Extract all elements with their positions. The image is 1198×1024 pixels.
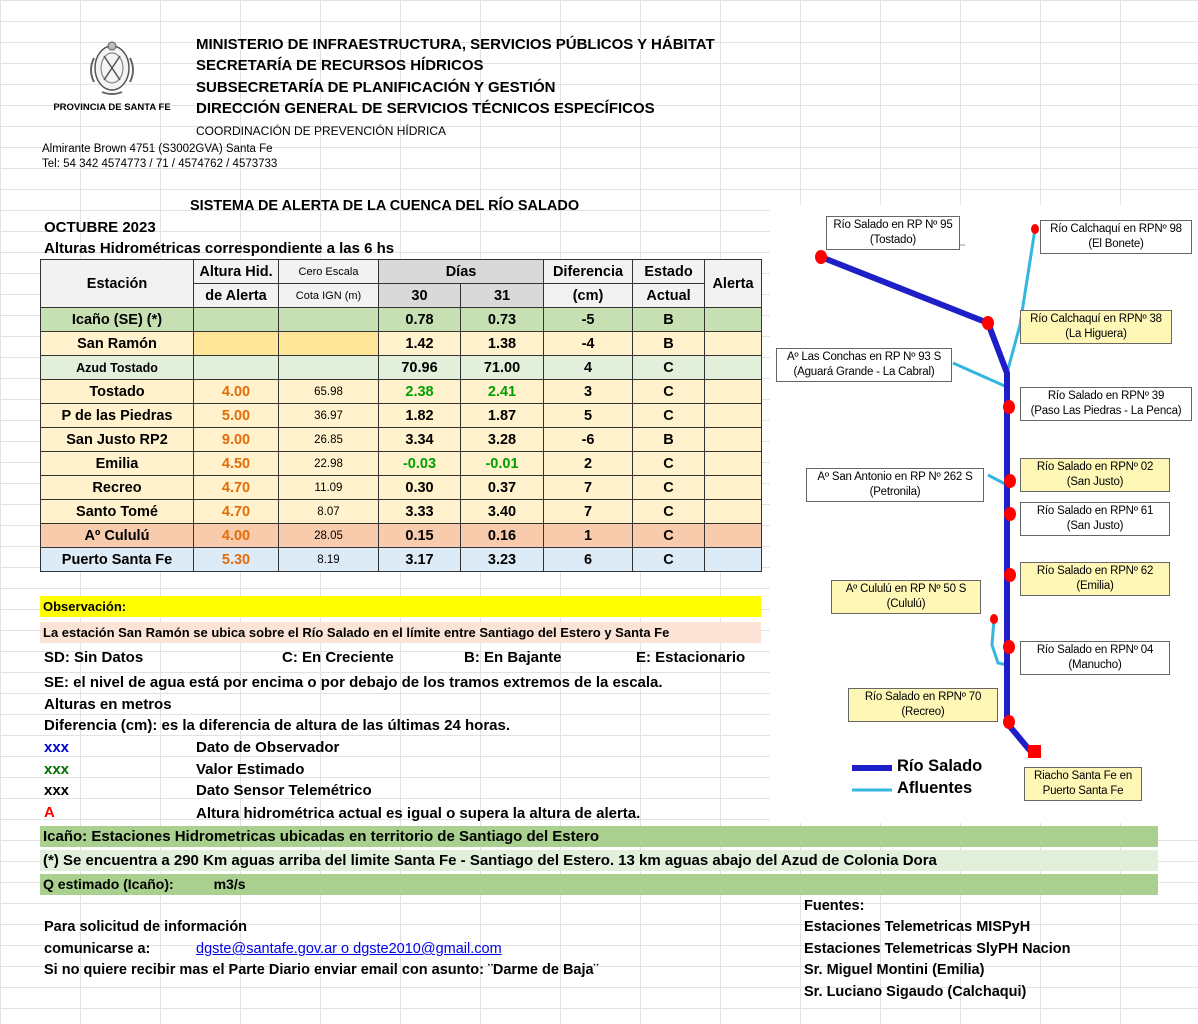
map-label-emilia <box>1020 562 1170 596</box>
tributary-line <box>1007 229 1035 373</box>
coordination-title: COORDINACIÓN DE PREVENCIÓN HÍDRICA <box>196 123 447 138</box>
station-cell: Azud Tostado <box>41 356 194 380</box>
q-estimated-label: Q estimado (Icaño): <box>43 876 174 892</box>
station-cell: Emilia <box>41 452 194 476</box>
station-point <box>1028 745 1041 758</box>
contact-line-3: Si no quiere recibir mas el Parte Diario enviar email con asunto: ¨Darme de Baja¨ <box>44 962 599 978</box>
state-cell: B <box>633 332 705 356</box>
station-cell: Recreo <box>41 476 194 500</box>
q-estimated-row <box>40 874 1158 895</box>
day-31-cell: 0.16 <box>461 524 544 548</box>
alert-height-cell: 4.70 <box>194 476 279 500</box>
map-label-line: Aº San Antonio en RP Nº 262 S <box>817 471 973 483</box>
alarm-cell <box>705 332 762 356</box>
address-line: Almirante Brown 4751 (S3002GVA) Santa Fe <box>42 143 273 155</box>
report-month: OCTUBRE 2023 <box>44 219 156 236</box>
station-point <box>990 614 998 624</box>
table-row <box>41 452 762 476</box>
legend-observer-code: xxx <box>44 739 70 756</box>
map-label-line: Riacho Santa Fe en <box>1033 770 1133 782</box>
difference-cell: 3 <box>544 380 633 404</box>
map-label-line: (San Justo) <box>1066 476 1124 488</box>
header-zero-1: Cero Escala <box>279 260 379 284</box>
source-item: Estaciones Telemetricas MISPyH <box>804 919 1031 935</box>
map-label-line: Río Salado en RPNº 62 <box>1036 565 1154 577</box>
day-30-cell: 3.34 <box>379 428 461 452</box>
contact-line-2-label: comunicarse a: <box>44 941 151 957</box>
sources-title: Fuentes: <box>804 898 865 914</box>
day-30-cell: 0.78 <box>379 308 461 332</box>
map-label-el-bonete <box>1040 220 1192 254</box>
map-label-la-higuera <box>1020 310 1172 344</box>
legend-telemetric-code: xxx <box>44 782 70 799</box>
santa-fe-seal-icon <box>84 36 140 98</box>
state-cell: B <box>633 428 705 452</box>
day-30-cell: 1.42 <box>379 332 461 356</box>
map-label-line: Aº Las Conchas en RP Nº 93 S <box>786 351 942 363</box>
zero-level-cell: 8.19 <box>279 548 379 572</box>
day-30-cell: 3.33 <box>379 500 461 524</box>
map-label-line: Río Calchaquí en RPNº 38 <box>1030 313 1162 325</box>
alert-height-cell: 4.00 <box>194 380 279 404</box>
day-30-cell: 3.17 <box>379 548 461 572</box>
map-label-las-conchas <box>776 348 952 382</box>
station-point <box>1003 400 1015 414</box>
map-label-line: (Aguará Grande - La Cabral) <box>793 366 935 378</box>
state-cell: C <box>633 500 705 524</box>
state-cell: C <box>633 452 705 476</box>
alarm-cell <box>705 548 762 572</box>
difference-cell: 6 <box>544 548 633 572</box>
map-label-line: Río Salado en RP Nº 95 <box>833 219 953 231</box>
table-row <box>41 500 762 524</box>
map-label-line: (El Bonete) <box>1088 238 1144 250</box>
day-30-cell: 0.15 <box>379 524 461 548</box>
phone-line: Tel: 54 342 4574773 / 71 / 4574762 / 4573733 <box>42 158 278 170</box>
station-point <box>1004 507 1016 521</box>
legend-estimated-code: xxx <box>44 761 70 778</box>
subsecretariat-title: SUBSECRETARÍA DE PLANIFICACIÓN Y GESTIÓN <box>196 78 556 96</box>
map-label-tostado <box>826 216 960 250</box>
map-label-line: (Tostado) <box>869 234 917 246</box>
day-31-cell: 3.23 <box>461 548 544 572</box>
zero-level-cell: 28.05 <box>279 524 379 548</box>
alert-height-cell: 9.00 <box>194 428 279 452</box>
alert-height-cell: 4.00 <box>194 524 279 548</box>
header-alert-height-1: Altura Hid. <box>194 260 279 284</box>
alert-height-cell <box>194 308 279 332</box>
state-cell: C <box>633 356 705 380</box>
difference-cell: 2 <box>544 452 633 476</box>
source-item: Sr. Luciano Sigaudo (Calchaqui) <box>804 984 1027 1000</box>
day-30-cell: -0.03 <box>379 452 461 476</box>
station-cell: Tostado <box>41 380 194 404</box>
hydrometric-table <box>40 259 762 572</box>
secretariat-title: SECRETARÍA DE RECURSOS HÍDRICOS <box>196 57 484 75</box>
legend-telemetric-desc: Dato Sensor Telemétrico <box>196 782 372 799</box>
observation-text: La estación San Ramón se ubica sobre el Río Salado en el límite entre Santiago del Estero y Santa Fe <box>40 622 761 643</box>
map-label-recreo <box>848 688 998 722</box>
state-cell: C <box>633 524 705 548</box>
table-row <box>41 404 762 428</box>
map-label-cululu <box>831 580 981 614</box>
alert-height-cell <box>194 332 279 356</box>
legend-alert-code: A <box>44 804 55 821</box>
alarm-cell <box>705 308 762 332</box>
alarm-cell <box>705 452 762 476</box>
alert-height-cell: 4.70 <box>194 500 279 524</box>
header-diff-1: Diferencia <box>544 260 633 284</box>
system-title: SISTEMA DE ALERTA DE LA CUENCA DEL RÍO SALADO <box>190 198 580 214</box>
zero-level-cell: 11.09 <box>279 476 379 500</box>
table-row <box>41 356 762 380</box>
header-alert-height-2: de Alerta <box>194 284 279 308</box>
station-cell: Puerto Santa Fe <box>41 548 194 572</box>
note-se: SE: el nivel de agua está por encima o por debajo de los tramos extremos de la escala. <box>44 674 663 691</box>
legend-sd: SD: Sin Datos <box>44 649 144 666</box>
legend-main-label: Río Salado <box>897 757 983 775</box>
map-label-line: (Manucho) <box>1068 659 1122 671</box>
difference-cell: 7 <box>544 500 633 524</box>
map-label-line: (La Higuera) <box>1065 328 1127 340</box>
zero-level-cell: 26.85 <box>279 428 379 452</box>
map-label-line: (Paso Las Piedras - La Penca) <box>1030 405 1182 417</box>
table-row <box>41 380 762 404</box>
day-31-cell: 3.28 <box>461 428 544 452</box>
alarm-cell <box>705 356 762 380</box>
report-subtitle: Alturas Hidrométricas correspondiente a las 6 hs <box>44 240 395 257</box>
header-alert: Alerta <box>705 260 762 308</box>
day-31-cell: 0.73 <box>461 308 544 332</box>
day-31-cell: 1.87 <box>461 404 544 428</box>
legend-b: B: En Bajante <box>464 649 562 666</box>
map-label-line: Río Salado en RPNº 02 <box>1036 461 1154 473</box>
source-item: Estaciones Telemetricas SlyPH Nacion <box>804 941 1071 957</box>
zero-level-cell: 65.98 <box>279 380 379 404</box>
legend-trib-label: Afluentes <box>897 779 973 797</box>
day-31-cell: 3.40 <box>461 500 544 524</box>
table-row <box>41 308 762 332</box>
header-day-31: 31 <box>461 284 544 308</box>
station-cell: Aº Cululú <box>41 524 194 548</box>
header-station: Estación <box>41 260 194 308</box>
source-item: Sr. Miguel Montini (Emilia) <box>804 962 985 978</box>
table-row <box>41 428 762 452</box>
difference-cell: 5 <box>544 404 633 428</box>
note-diferencia: Diferencia (cm): es la diferencia de altura de las últimas 24 horas. <box>44 717 511 734</box>
table-row <box>41 332 762 356</box>
main-river-line <box>821 257 1032 753</box>
alarm-cell <box>705 476 762 500</box>
map-label-line: Río Calchaquí en RPNº 98 <box>1050 223 1182 235</box>
map-label-line: (Cululú) <box>886 598 926 610</box>
map-label-puerto-santa-fe <box>1024 767 1142 801</box>
table-row <box>41 476 762 500</box>
state-cell: C <box>633 404 705 428</box>
legend-alert-desc: Altura hidrométrica actual es igual o supera la altura de alerta. <box>196 805 641 822</box>
alert-height-cell: 5.00 <box>194 404 279 428</box>
difference-cell: 4 <box>544 356 633 380</box>
legend-e: E: Estacionario <box>636 649 746 666</box>
q-estimated-unit: m3/s <box>213 876 246 892</box>
contact-line-1: Para solicitud de información <box>44 919 248 935</box>
legend-estimated-desc: Valor Estimado <box>196 761 305 778</box>
station-cell: San Ramón <box>41 332 194 356</box>
station-cell: P de las Piedras <box>41 404 194 428</box>
header-diff-2: (cm) <box>544 284 633 308</box>
station-cell: Santo Tomé <box>41 500 194 524</box>
map-label-manucho <box>1020 641 1170 675</box>
alarm-cell <box>705 524 762 548</box>
alert-height-cell: 5.30 <box>194 548 279 572</box>
day-31-cell: -0.01 <box>461 452 544 476</box>
day-31-cell: 1.38 <box>461 332 544 356</box>
station-cell: Icaño (SE) (*) <box>41 308 194 332</box>
alarm-cell <box>705 404 762 428</box>
day-31-cell: 0.37 <box>461 476 544 500</box>
map-label-paso-las-piedras <box>1020 387 1192 421</box>
map-label-line: Río Salado en RPNº 70 <box>864 691 982 703</box>
map-label-line: Río Salado en RPNº 61 <box>1036 505 1154 517</box>
map-label-line: Río Salado en RPNº 39 <box>1047 390 1165 402</box>
difference-cell: -6 <box>544 428 633 452</box>
zero-level-cell <box>279 356 379 380</box>
note-alturas: Alturas en metros <box>44 696 172 713</box>
header-state-1: Estado <box>633 260 705 284</box>
map-label-line: (San Justo) <box>1066 520 1124 532</box>
table-row <box>41 548 762 572</box>
map-label-san-antonio <box>806 468 984 502</box>
tributary-line <box>953 363 1007 387</box>
map-label-line: (Recreo) <box>901 706 945 718</box>
state-cell: B <box>633 308 705 332</box>
table-row <box>41 524 762 548</box>
map-label-line: (Emilia) <box>1076 580 1114 592</box>
day-31-cell: 71.00 <box>461 356 544 380</box>
day-31-cell: 2.41 <box>461 380 544 404</box>
station-point <box>1004 474 1016 488</box>
station-point <box>815 250 827 264</box>
day-30-cell: 70.96 <box>379 356 461 380</box>
province-logo <box>44 36 180 126</box>
day-30-cell: 0.30 <box>379 476 461 500</box>
icano-note: Icaño: Estaciones Hidrometricas ubicadas en territorio de Santiago del Estero <box>40 826 1158 847</box>
map-label-san-justo-61 <box>1020 502 1170 536</box>
state-cell: C <box>633 380 705 404</box>
asterisk-note: (*) Se encuentra a 290 Km aguas arriba del limite Santa Fe - Santiago del Estero. 13 km aguas abajo del Azud de Colonia Dora <box>40 850 1158 871</box>
province-label: PROVINCIA DE SANTA FE <box>53 102 171 113</box>
header-days: Días <box>379 260 544 284</box>
direction-title: DIRECCIÓN GENERAL DE SERVICIOS TÉCNICOS ESPECÍFICOS <box>196 100 655 118</box>
alert-height-cell <box>194 356 279 380</box>
station-cell: San Justo RP2 <box>41 428 194 452</box>
zero-level-cell <box>279 332 379 356</box>
map-label-line: Río Salado en RPNº 04 <box>1036 644 1154 656</box>
map-label-line: Aº Cululú en RP Nº 50 S <box>845 583 967 595</box>
zero-level-cell <box>279 308 379 332</box>
map-label-san-justo-02 <box>1020 458 1170 492</box>
zero-level-cell: 22.98 <box>279 452 379 476</box>
header-zero-2: Cota IGN (m) <box>279 284 379 308</box>
difference-cell: 7 <box>544 476 633 500</box>
difference-cell: -5 <box>544 308 633 332</box>
address-block <box>42 142 277 172</box>
observation-title: Observación: <box>40 596 761 617</box>
header-titles <box>196 34 715 142</box>
alarm-cell <box>705 380 762 404</box>
header-state-2: Actual <box>633 284 705 308</box>
contact-email-link[interactable]: dgste@santafe.gov.ar o dgste2010@gmail.com <box>196 941 502 957</box>
difference-cell: -4 <box>544 332 633 356</box>
zero-level-cell: 36.97 <box>279 404 379 428</box>
zero-level-cell: 8.07 <box>279 500 379 524</box>
alert-height-cell: 4.50 <box>194 452 279 476</box>
ministry-title: MINISTERIO DE INFRAESTRUCTURA, SERVICIOS PÚBLICOS Y HÁBITAT <box>196 36 715 53</box>
map-label-line: Puerto Santa Fe <box>1042 785 1124 797</box>
day-30-cell: 2.38 <box>379 380 461 404</box>
day-30-cell: 1.82 <box>379 404 461 428</box>
map-label-line: (Petronila) <box>869 486 921 498</box>
legend-observer-desc: Dato de Observador <box>196 739 340 756</box>
legend-c: C: En Creciente <box>282 649 394 666</box>
alarm-cell <box>705 428 762 452</box>
state-cell: C <box>633 476 705 500</box>
station-point <box>1031 224 1039 234</box>
station-point <box>1004 568 1016 582</box>
station-point <box>1003 640 1015 654</box>
state-cell: C <box>633 548 705 572</box>
alarm-cell <box>705 500 762 524</box>
header-day-30: 30 <box>379 284 461 308</box>
station-point <box>982 316 994 330</box>
difference-cell: 1 <box>544 524 633 548</box>
station-point <box>1003 715 1015 729</box>
